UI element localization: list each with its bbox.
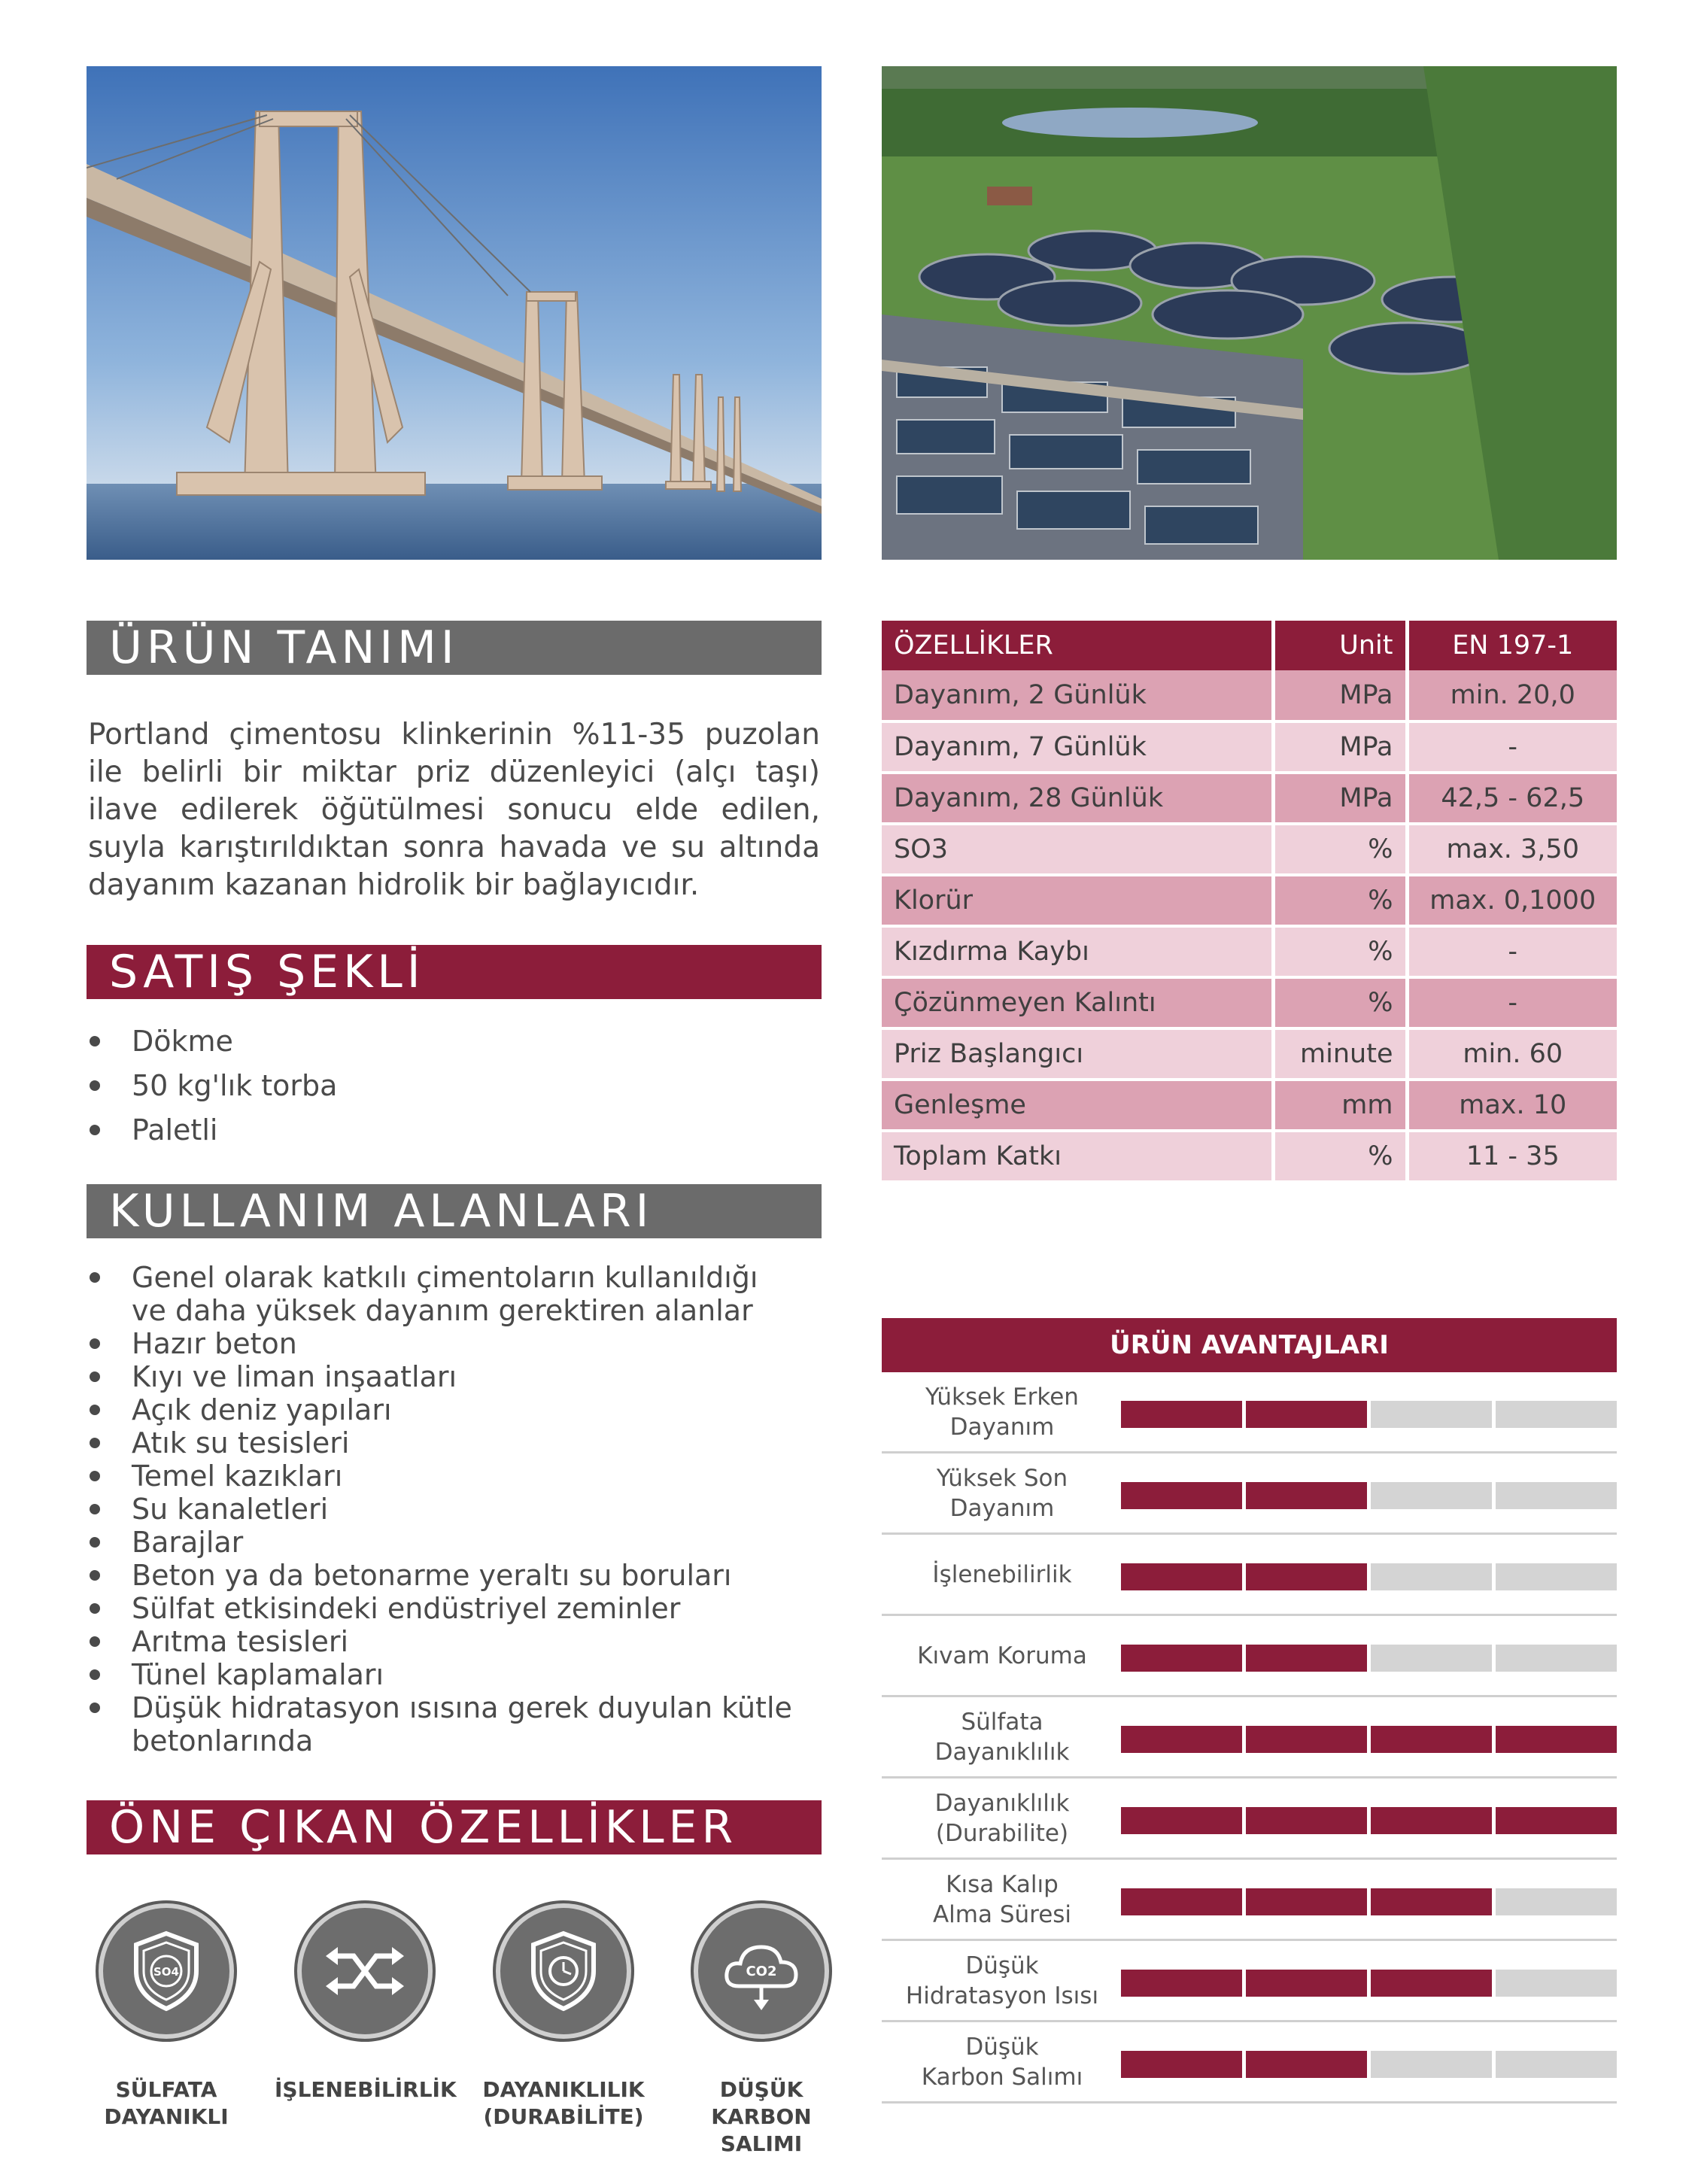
usage-areas-heading: KULLANIM ALANLARI bbox=[87, 1184, 822, 1238]
cell-unit: % bbox=[1273, 875, 1407, 926]
list-item: Dökme bbox=[87, 1019, 337, 1064]
properties-table bbox=[882, 621, 1617, 1183]
rating-segment-empty bbox=[1496, 1401, 1617, 1428]
workability-arrows-icon bbox=[297, 1903, 433, 2039]
cell-name: Klorür bbox=[882, 875, 1273, 926]
featured-item-low-carbon bbox=[671, 1903, 852, 2158]
cell-value: - bbox=[1407, 721, 1617, 773]
advantage-row bbox=[882, 1535, 1617, 1616]
rating-segment-empty bbox=[1496, 1970, 1617, 1997]
advantage-rating-bar bbox=[1121, 1563, 1617, 1590]
rating-segment-filled bbox=[1246, 1645, 1367, 1672]
rating-segment-empty bbox=[1371, 1645, 1492, 1672]
cell-value: max. 0,1000 bbox=[1407, 875, 1617, 926]
table-row bbox=[882, 875, 1617, 926]
table-row bbox=[882, 926, 1617, 977]
rating-segment-empty bbox=[1496, 1563, 1617, 1590]
cell-unit: % bbox=[1273, 1131, 1407, 1182]
cell-unit: mm bbox=[1273, 1080, 1407, 1131]
table-row bbox=[882, 1028, 1617, 1080]
advantage-label: Yüksek Erken Dayanım bbox=[925, 1383, 1079, 1441]
advantage-row bbox=[882, 1941, 1617, 2022]
list-item: Açık deniz yapıları bbox=[87, 1393, 794, 1426]
cell-unit: % bbox=[1273, 926, 1407, 977]
list-item: Tünel kaplamaları bbox=[87, 1658, 794, 1691]
cell-value: 11 - 35 bbox=[1407, 1131, 1617, 1182]
rating-segment-filled bbox=[1246, 1888, 1367, 1915]
header-property: ÖZELLİKLER bbox=[882, 621, 1273, 670]
advantage-label: Sülfata Dayanıklılık bbox=[934, 1708, 1070, 1766]
cell-name: Çözünmeyen Kalıntı bbox=[882, 977, 1273, 1028]
advantage-rating-bar bbox=[1121, 1645, 1617, 1672]
list-item: 50 kg'lık torba bbox=[87, 1064, 337, 1108]
advantage-rating-bar bbox=[1121, 1726, 1617, 1753]
table-row bbox=[882, 1131, 1617, 1182]
featured-label: İŞLENEBİLİRLİK bbox=[275, 2077, 457, 2102]
cell-unit: MPa bbox=[1273, 721, 1407, 773]
list-item: Kıyı ve liman inşaatları bbox=[87, 1360, 794, 1393]
advantage-rating-bar bbox=[1121, 1401, 1617, 1428]
advantages-heading: ÜRÜN AVANTAJLARI bbox=[882, 1318, 1617, 1372]
rating-segment-empty bbox=[1496, 1645, 1617, 1672]
advantage-rating-bar bbox=[1121, 1807, 1617, 1834]
svg-text:SO4: SO4 bbox=[153, 1965, 179, 1979]
featured-item-durability bbox=[473, 1903, 654, 2131]
featured-properties-heading: ÖNE ÇIKAN ÖZELLİKLER bbox=[87, 1800, 822, 1854]
rating-segment-empty bbox=[1371, 2051, 1492, 2078]
rating-segment-empty bbox=[1496, 1482, 1617, 1509]
cell-name: Dayanım, 2 Günlük bbox=[882, 670, 1273, 721]
sulfate-shield-icon bbox=[99, 1903, 234, 2039]
rating-segment-filled bbox=[1371, 1970, 1492, 1997]
rating-segment-filled bbox=[1121, 1888, 1242, 1915]
advantage-label: Düşük Hidratasyon Isısı bbox=[905, 1952, 1099, 2009]
cell-name: Kızdırma Kaybı bbox=[882, 926, 1273, 977]
list-item: Düşük hidratasyon ısısına gerek duyulan kütle betonlarında bbox=[87, 1691, 794, 1757]
table-row bbox=[882, 977, 1617, 1028]
rating-segment-filled bbox=[1121, 1645, 1242, 1672]
rating-segment-filled bbox=[1371, 1888, 1492, 1915]
list-item: Genel olarak katkılı çimentoların kullanıldığı ve daha yüksek dayanım gerektiren alanlar bbox=[87, 1261, 794, 1327]
cell-value: max. 3,50 bbox=[1407, 824, 1617, 875]
list-item: Arıtma tesisleri bbox=[87, 1625, 794, 1658]
featured-label: DÜŞÜK KARBON SALIMI bbox=[711, 2077, 812, 2156]
rating-segment-empty bbox=[1371, 1401, 1492, 1428]
cell-unit: MPa bbox=[1273, 670, 1407, 721]
rating-segment-filled bbox=[1121, 1970, 1242, 1997]
list-item: Temel kazıkları bbox=[87, 1460, 794, 1493]
advantage-row bbox=[882, 1860, 1617, 1941]
rating-segment-filled bbox=[1371, 1807, 1492, 1834]
list-item: Sülfat etkisindeki endüstriyel zeminler bbox=[87, 1592, 794, 1625]
rating-segment-filled bbox=[1246, 1482, 1367, 1509]
advantage-row bbox=[882, 2022, 1617, 2104]
list-item: Su kanaletleri bbox=[87, 1493, 794, 1526]
rating-segment-filled bbox=[1246, 1563, 1367, 1590]
rating-segment-filled bbox=[1121, 1401, 1242, 1428]
usage-areas-list bbox=[87, 1261, 794, 1757]
table-header-row bbox=[882, 621, 1617, 670]
featured-item-workability bbox=[275, 1903, 455, 2104]
rating-segment-filled bbox=[1496, 1726, 1617, 1753]
cell-value: - bbox=[1407, 926, 1617, 977]
product-definition-text: Portland çimentosu klinkerinin %11-35 puzolan ile belirli bir miktar priz düzenleyici (alçı taşı) ilave edilerek öğütülmesi sonucu elde edilen, suyla karıştırıldıktan sonra havada ve su altında dayanım kazanan hidrolik bir bağlayıcıdır. bbox=[88, 718, 820, 902]
table-row bbox=[882, 1080, 1617, 1131]
rating-segment-empty bbox=[1371, 1563, 1492, 1590]
advantage-label: Kıvam Koruma bbox=[917, 1642, 1087, 1669]
advantages-list bbox=[882, 1372, 1617, 2104]
cell-name: Toplam Katkı bbox=[882, 1131, 1273, 1182]
advantage-row bbox=[882, 1697, 1617, 1778]
advantage-label: İşlenebilirlik bbox=[932, 1560, 1072, 1588]
featured-item-sulfate bbox=[76, 1903, 257, 2131]
featured-label: SÜLFATA DAYANIKLI bbox=[104, 2077, 229, 2129]
cell-value: 42,5 - 62,5 bbox=[1407, 773, 1617, 824]
advantage-label: Yüksek Son Dayanım bbox=[936, 1464, 1068, 1522]
svg-text:CO2: CO2 bbox=[746, 1964, 777, 1979]
rating-segment-empty bbox=[1496, 1888, 1617, 1915]
advantage-row bbox=[882, 1372, 1617, 1453]
header-unit: Unit bbox=[1273, 621, 1407, 670]
list-item: Beton ya da betonarme yeraltı su boruları bbox=[87, 1559, 794, 1592]
rating-segment-filled bbox=[1496, 1807, 1617, 1834]
cell-name: Genleşme bbox=[882, 1080, 1273, 1131]
cell-value: min. 20,0 bbox=[1407, 670, 1617, 721]
rating-segment-filled bbox=[1371, 1726, 1492, 1753]
rating-segment-filled bbox=[1246, 2051, 1367, 2078]
cell-value: - bbox=[1407, 977, 1617, 1028]
advantage-row bbox=[882, 1453, 1617, 1535]
cell-value: min. 60 bbox=[1407, 1028, 1617, 1080]
list-item: Paletli bbox=[87, 1108, 337, 1153]
list-item: Hazır beton bbox=[87, 1327, 794, 1360]
product-advantages bbox=[882, 1318, 1617, 2104]
bridge-photo bbox=[87, 66, 822, 560]
cell-name: Dayanım, 7 Günlük bbox=[882, 721, 1273, 773]
cell-unit: minute bbox=[1273, 1028, 1407, 1080]
list-item: Atık su tesisleri bbox=[87, 1426, 794, 1460]
cell-unit: MPa bbox=[1273, 773, 1407, 824]
rating-segment-filled bbox=[1246, 1726, 1367, 1753]
featured-label: DAYANIKLILIK (DURABİLİTE) bbox=[482, 2077, 645, 2129]
product-definition-heading: ÜRÜN TANIMI bbox=[87, 621, 822, 675]
rating-segment-filled bbox=[1121, 1807, 1242, 1834]
rating-segment-filled bbox=[1121, 1563, 1242, 1590]
table-row bbox=[882, 670, 1617, 721]
rating-segment-filled bbox=[1246, 1807, 1367, 1834]
list-item: Barajlar bbox=[87, 1526, 794, 1559]
advantage-rating-bar bbox=[1121, 2051, 1617, 2078]
rating-segment-filled bbox=[1121, 1482, 1242, 1509]
rating-segment-empty bbox=[1371, 1482, 1492, 1509]
cell-name: Priz Başlangıcı bbox=[882, 1028, 1273, 1080]
cell-name: SO3 bbox=[882, 824, 1273, 875]
advantage-label: Kısa Kalıp Alma Süresi bbox=[932, 1870, 1072, 1928]
rating-segment-filled bbox=[1121, 1726, 1242, 1753]
table-row bbox=[882, 721, 1617, 773]
advantage-rating-bar bbox=[1121, 1888, 1617, 1915]
advantage-rating-bar bbox=[1121, 1970, 1617, 1997]
table-row bbox=[882, 773, 1617, 824]
advantage-label: Düşük Karbon Salımı bbox=[921, 2033, 1083, 2091]
treatment-plant-photo bbox=[882, 66, 1617, 560]
sales-form-list bbox=[87, 1019, 337, 1153]
rating-segment-filled bbox=[1246, 1401, 1367, 1428]
low-carbon-cloud-icon bbox=[694, 1903, 829, 2039]
advantage-rating-bar bbox=[1121, 1482, 1617, 1509]
advantage-label: Dayanıklılık (Durabilite) bbox=[934, 1789, 1070, 1847]
rating-segment-filled bbox=[1246, 1970, 1367, 1997]
cell-name: Dayanım, 28 Günlük bbox=[882, 773, 1273, 824]
sales-form-heading: SATIŞ ŞEKLİ bbox=[87, 945, 822, 999]
cell-unit: % bbox=[1273, 824, 1407, 875]
cell-unit: % bbox=[1273, 977, 1407, 1028]
rating-segment-empty bbox=[1496, 2051, 1617, 2078]
durability-shield-clock-icon bbox=[496, 1903, 631, 2039]
rating-segment-filled bbox=[1121, 2051, 1242, 2078]
advantage-row bbox=[882, 1778, 1617, 1860]
table-row bbox=[882, 824, 1617, 875]
cell-value: max. 10 bbox=[1407, 1080, 1617, 1131]
advantage-row bbox=[882, 1616, 1617, 1697]
header-standard: EN 197-1 bbox=[1407, 621, 1617, 670]
